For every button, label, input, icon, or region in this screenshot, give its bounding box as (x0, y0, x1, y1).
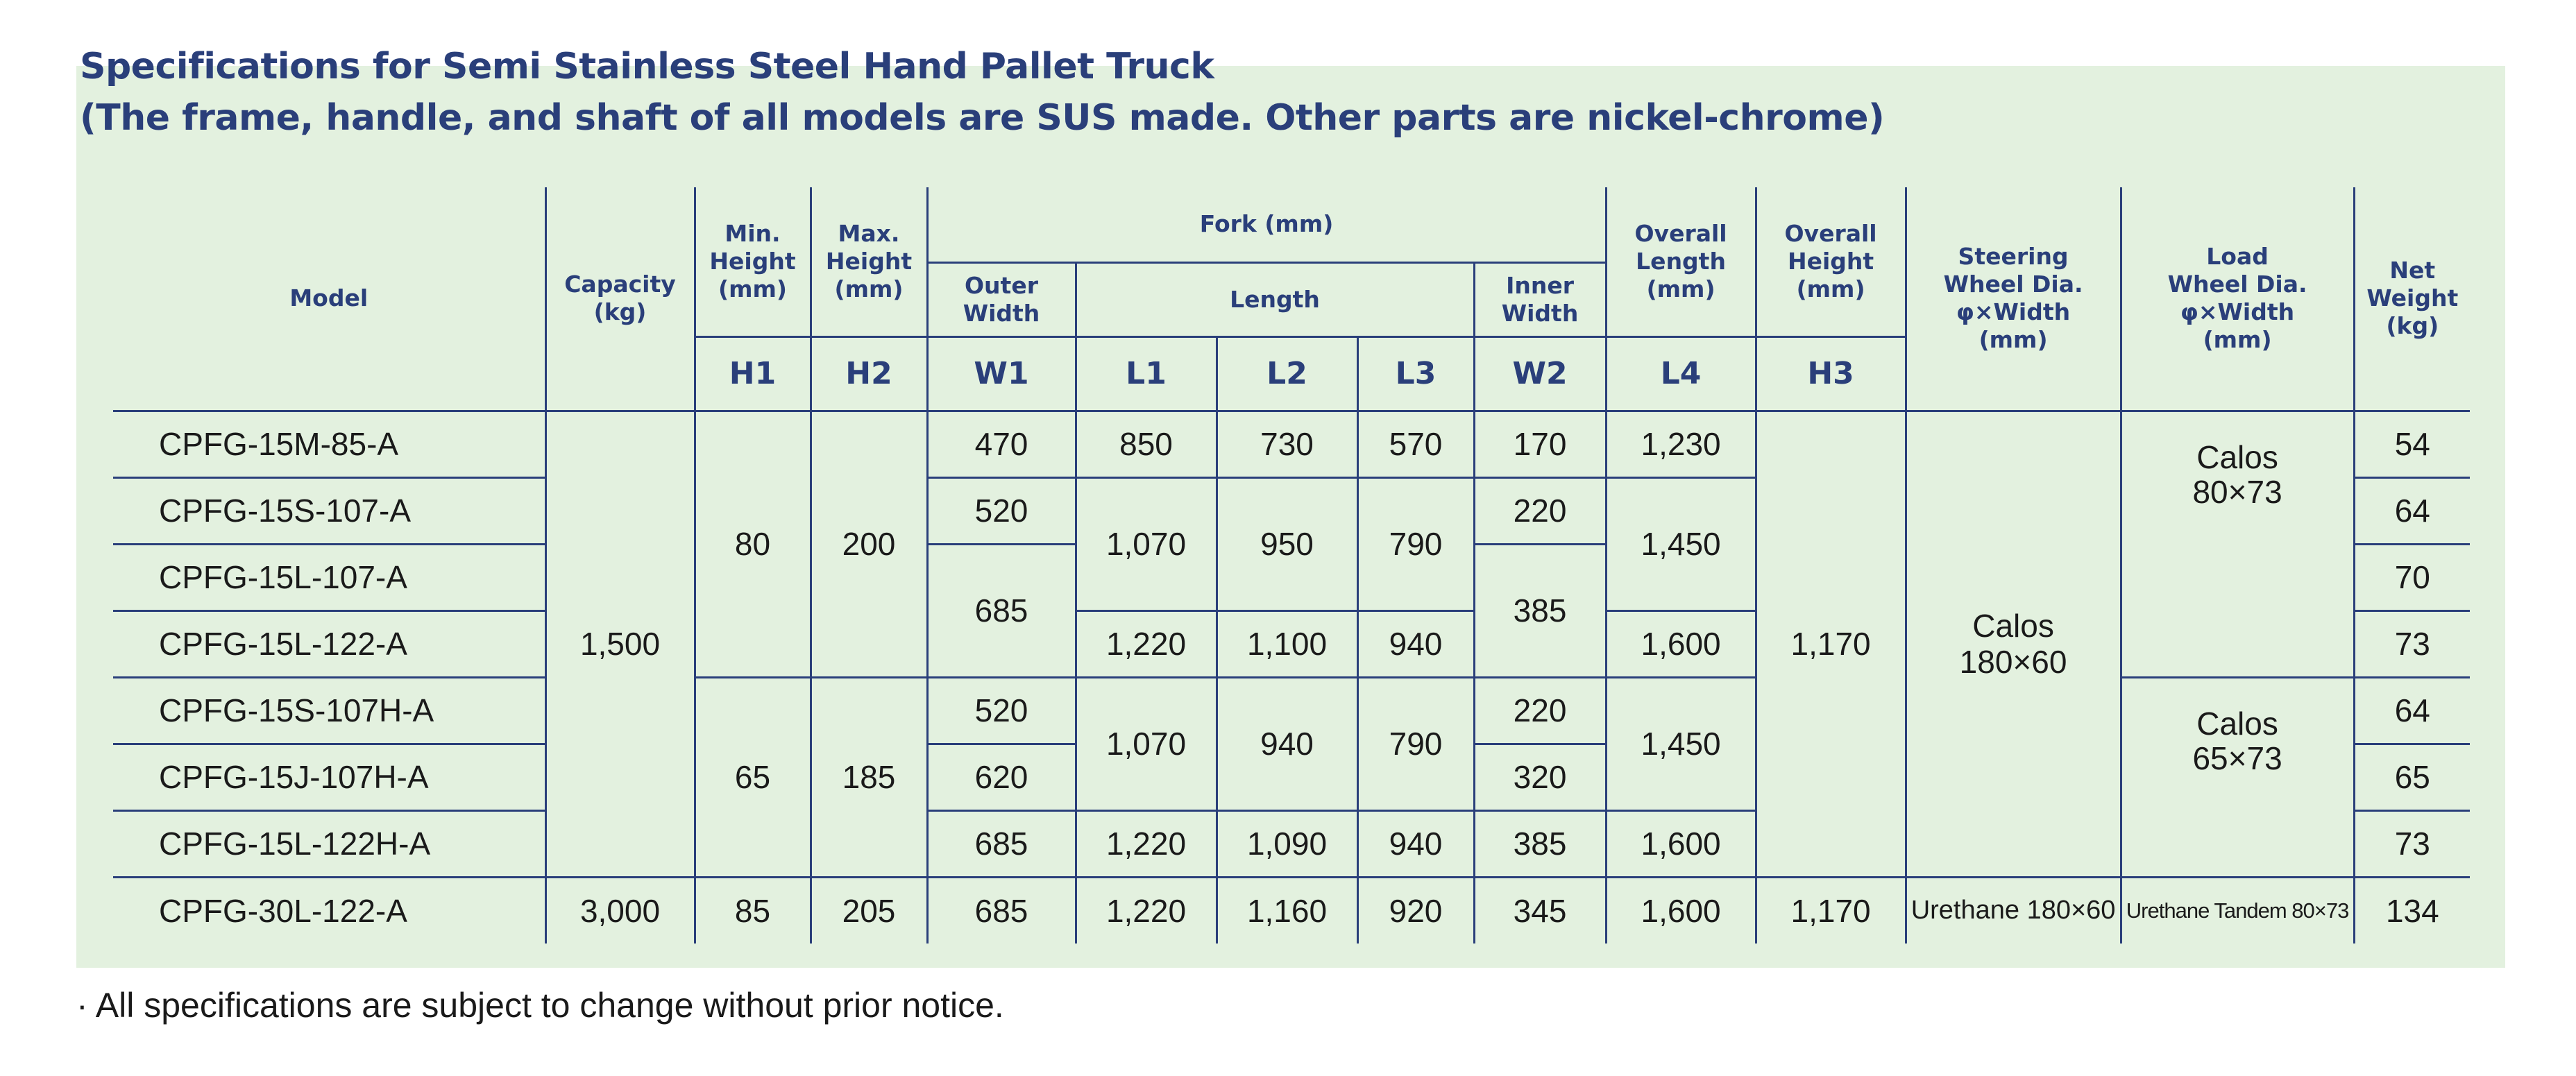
table-row (113, 877, 2470, 943)
model-cell: CPFG-15J-107H-A (113, 744, 545, 810)
table-row (113, 411, 2470, 477)
header-length: Length (1076, 262, 1474, 336)
net-weight-cell: 73 (2354, 810, 2470, 877)
header-load-wheel: Load Wheel Dia. φ×Width (mm) (2121, 187, 2354, 411)
w1-cell: 470 (927, 411, 1076, 477)
l2-cell: 1,160 (1217, 877, 1357, 943)
net-weight-cell: 73 (2354, 610, 2470, 677)
w1-cell: 685 (927, 810, 1076, 877)
header-code-h2: H2 (811, 336, 927, 411)
w2-cell: 385 (1474, 544, 1606, 677)
l2-cell: 940 (1217, 677, 1357, 810)
max-height-cell: 205 (811, 877, 927, 943)
header-max-height: Max. Height (mm) (811, 187, 927, 336)
header-steering-wheel: Steering Wheel Dia. φ×Width (mm) (1906, 187, 2121, 411)
load-wheel-cell: Calos 80×73 (2121, 411, 2354, 677)
header-overall-length: Overall Length (mm) (1606, 187, 1756, 336)
w1-cell: 520 (927, 677, 1076, 744)
h3-cell: 1,170 (1756, 411, 1906, 877)
l3-cell: 920 (1357, 877, 1474, 943)
l1-cell: 1,070 (1076, 477, 1217, 610)
l1-cell: 1,220 (1076, 610, 1217, 677)
w2-cell: 345 (1474, 877, 1606, 943)
header-capacity: Capacity (kg) (545, 187, 695, 411)
net-weight-cell: 134 (2385, 892, 2439, 929)
l3-cell: 940 (1357, 810, 1474, 877)
model-cell: CPFG-15S-107-A (113, 477, 545, 544)
model-cell: CPFG-15S-107H-A (113, 677, 545, 744)
l1-cell: 850 (1076, 411, 1217, 477)
disclaimer-note: · All specifications are subject to change without prior notice. (76, 986, 1004, 1025)
l4-cell: 1,450 (1606, 677, 1756, 810)
l1-cell: 1,070 (1076, 677, 1217, 810)
net-weight-cell: 64 (2354, 677, 2470, 744)
header-min-height: Min. Height (mm) (695, 187, 811, 336)
model-cell: CPFG-15L-122H-A (113, 810, 545, 877)
l4-cell: 1,450 (1606, 477, 1756, 610)
header-outer-width: Outer Width (927, 262, 1076, 336)
header-code-w1: W1 (927, 336, 1076, 411)
header-code-h3: H3 (1756, 336, 1906, 411)
header-fork: Fork (mm) (927, 187, 1606, 262)
w1-cell: 520 (927, 477, 1076, 544)
header-net-weight: Net Weight (kg) (2354, 187, 2470, 411)
w1-cell: 685 (927, 544, 1076, 677)
capacity-cell: 3,000 (545, 877, 695, 943)
header-code-l3: L3 (1357, 336, 1474, 411)
net-weight-cell: 65 (2354, 744, 2470, 810)
header-inner-width: Inner Width (1474, 262, 1606, 336)
l3-cell: 790 (1357, 477, 1474, 610)
min-height-cell: 65 (695, 677, 811, 877)
model-cell: CPFG-15L-107-A (113, 544, 545, 610)
w2-cell: 220 (1474, 477, 1606, 544)
header-code-l1: L1 (1076, 336, 1217, 411)
load-wheel-cell: Calos 65×73 (2121, 677, 2354, 877)
net-weight-cell: 70 (2354, 544, 2470, 610)
w1-cell: 620 (927, 744, 1076, 810)
header-code-w2: W2 (1474, 336, 1606, 411)
l1-cell: 1,220 (1076, 810, 1217, 877)
page-title: Specifications for Semi Stainless Steel Hand Pallet Truck (80, 46, 1214, 87)
net-weight-cell: 64 (2354, 477, 2470, 544)
min-height-cell: 80 (695, 411, 811, 677)
page-subtitle: (The frame, handle, and shaft of all models are SUS made. Other parts are nickel-chrome) (80, 97, 1885, 139)
model-cell: CPFG-15L-122-A (113, 610, 545, 677)
h3-cell: 1,170 (1756, 877, 1906, 943)
load-wheel-cell: Urethane Tandem 80×73 (2121, 877, 2354, 943)
l4-cell: 1,600 (1606, 877, 1756, 943)
l2-cell: 730 (1217, 411, 1357, 477)
l3-cell: 940 (1357, 610, 1474, 677)
steering-wheel-cell: Urethane 180×60 (1906, 877, 2121, 943)
l4-cell: 1,230 (1606, 411, 1756, 477)
l4-cell: 1,600 (1606, 610, 1756, 677)
model-cell: CPFG-15M-85-A (113, 411, 545, 477)
l3-cell: 570 (1357, 411, 1474, 477)
l3-cell: 790 (1357, 677, 1474, 810)
header-overall-height: Overall Height (mm) (1756, 187, 1906, 336)
l2-cell: 950 (1217, 477, 1357, 610)
w2-cell: 220 (1474, 677, 1606, 744)
w2-cell: 170 (1474, 411, 1606, 477)
min-height-cell: 85 (695, 877, 811, 943)
capacity-cell: 1,500 (545, 411, 695, 877)
model-cell: CPFG-30L-122-A (113, 877, 545, 943)
w2-cell: 320 (1474, 744, 1606, 810)
max-height-cell: 185 (811, 677, 927, 877)
net-weight-cell: 54 (2354, 411, 2470, 477)
w1-cell: 685 (927, 877, 1076, 943)
max-height-cell: 200 (811, 411, 927, 677)
header-code-l4: L4 (1606, 336, 1756, 411)
l1-cell: 1,220 (1076, 877, 1217, 943)
header-code-h1: H1 (695, 336, 811, 411)
steering-wheel-cell: Calos 180×60 (1906, 411, 2121, 877)
l2-cell: 1,100 (1217, 610, 1357, 677)
specifications-table (113, 187, 2470, 943)
l2-cell: 1,090 (1217, 810, 1357, 877)
header-code-l2: L2 (1217, 336, 1357, 411)
header-model: Model (113, 187, 545, 411)
l4-cell: 1,600 (1606, 810, 1756, 877)
w2-cell: 385 (1474, 810, 1606, 877)
